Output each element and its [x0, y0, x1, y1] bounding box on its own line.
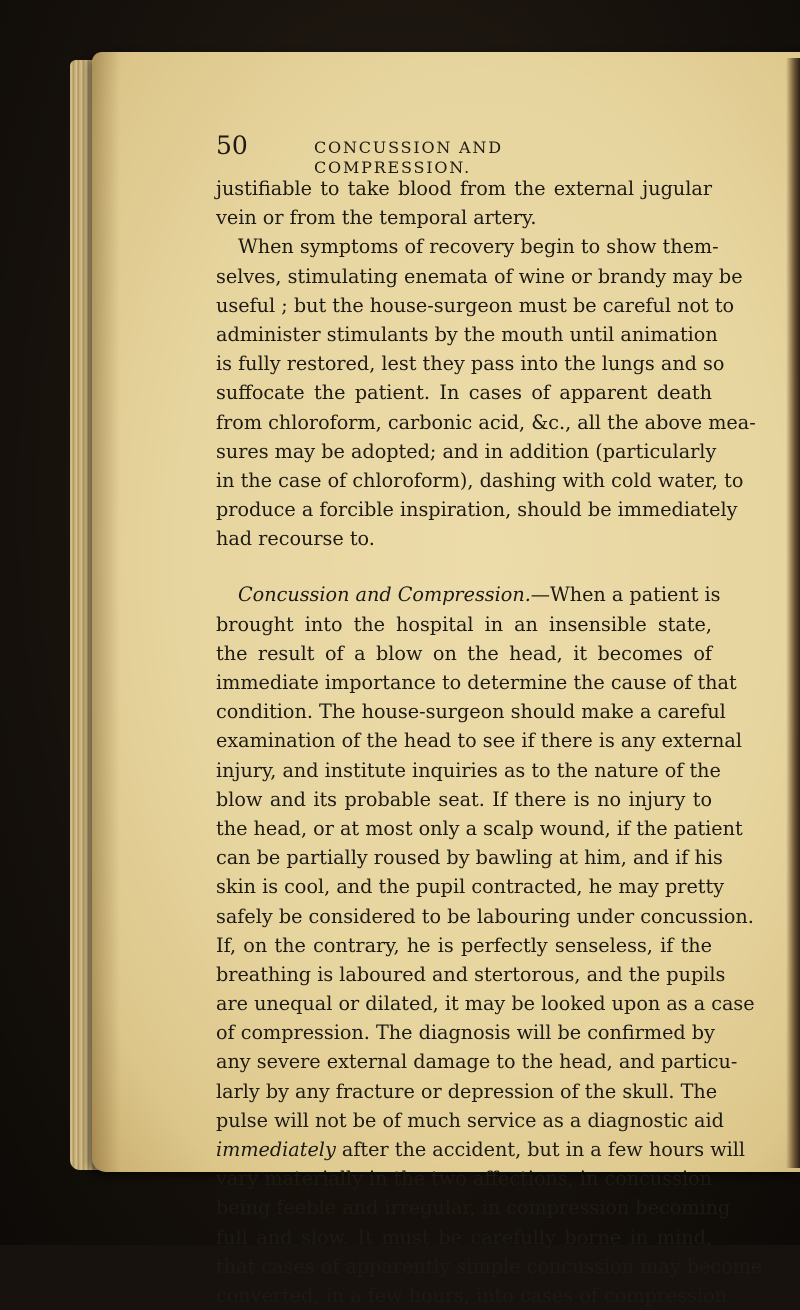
text-line: of compression. The diagnosis will be confirmed by: [216, 1021, 715, 1045]
text-line: produce a forcible inspiration, should be immediately: [216, 498, 738, 522]
text-line: is fully restored, lest they pass into the lungs and so: [216, 352, 725, 376]
text-line: being feeble and irregular, in compression becoming: [216, 1196, 731, 1220]
text-line: breathing is laboured and stertorous, and the pupils: [216, 962, 726, 986]
body-text: [216, 174, 763, 1310]
text-line: examination of the head to see if there is any external: [216, 729, 742, 753]
text-line-rest: —When a patient is: [530, 583, 721, 607]
text-line: pulse will not be of much service as a diagnostic aid: [216, 1108, 724, 1132]
text-line: If, on the contrary, he is perfectly senseless, if the: [216, 933, 712, 957]
page-fold-shadow: [786, 58, 800, 1168]
text-line: are unequal or dilated, it may be looked upon as a case: [216, 992, 755, 1016]
text-line: full and slow. It must be carefully borne in mind,: [216, 1225, 712, 1249]
text-line: that cases of apparently simple concussion may become: [216, 1254, 763, 1278]
text-line: the head, or at most only a scalp wound, if the patient: [216, 816, 743, 840]
text-line: vary materially in the two affections, in concussion: [216, 1167, 713, 1191]
text-line: had recourse to.: [216, 527, 375, 551]
text-line: injury, and institute inquiries as to the nature of the: [216, 758, 721, 782]
text-line: can be partially roused by bawling at him, and if his: [216, 846, 723, 870]
text-line: any severe external damage to the head, and particu-: [216, 1050, 738, 1074]
text-line: sures may be adopted; and in addition (particularly: [216, 439, 717, 463]
text-line: When symptoms of recovery begin to show them-: [238, 235, 719, 259]
emphasized-word: immediately: [216, 1138, 336, 1161]
text-line: vein or from the temporal artery.: [216, 206, 537, 230]
text-line: [216, 580, 721, 609]
text-line: safely be considered to be labouring under concussion.: [216, 904, 754, 928]
page-number: 50: [216, 131, 248, 160]
text-line: brought into the hospital in an insensible state,: [216, 612, 712, 636]
text-line: blow and its probable seat. If there is no injury to: [216, 787, 712, 811]
text-line: larly by any fracture or depression of the skull. The: [216, 1079, 718, 1103]
text-line: administer stimulants by the mouth until animation: [216, 322, 718, 346]
text-line-rest: after the accident, but in a few hours will: [335, 1138, 746, 1161]
text-line: the result of a blow on the head, it becomes of: [216, 641, 712, 665]
text-line: condition. The house-surgeon should make a careful: [216, 700, 726, 724]
text-line: converted, in a few hours, into cases of compression: [216, 1283, 728, 1307]
text-line: in the case of chloroform), dashing with cold water, to: [216, 468, 744, 492]
text-line: useful ; but the house-surgeon must be careful not to: [216, 293, 735, 317]
text-line: suffocate the patient. In cases of apparent death: [216, 381, 712, 405]
text-line: selves, stimulating enemata of wine or brandy may be: [216, 264, 743, 288]
page-header: [216, 131, 636, 177]
text-line: skin is cool, and the pupil contracted, he may pretty: [216, 875, 725, 899]
text-line: immediate importance to determine the cause of that: [216, 671, 737, 694]
text-line: [216, 1135, 746, 1164]
text-line: from chloroform, carbonic acid, &c., all the above mea-: [216, 410, 756, 434]
text-line: justifiable to take blood from the external jugular: [216, 177, 712, 200]
section-heading: Concussion and Compression.: [238, 583, 531, 607]
running-head: CONCUSSION AND COMPRESSION.: [314, 138, 503, 177]
